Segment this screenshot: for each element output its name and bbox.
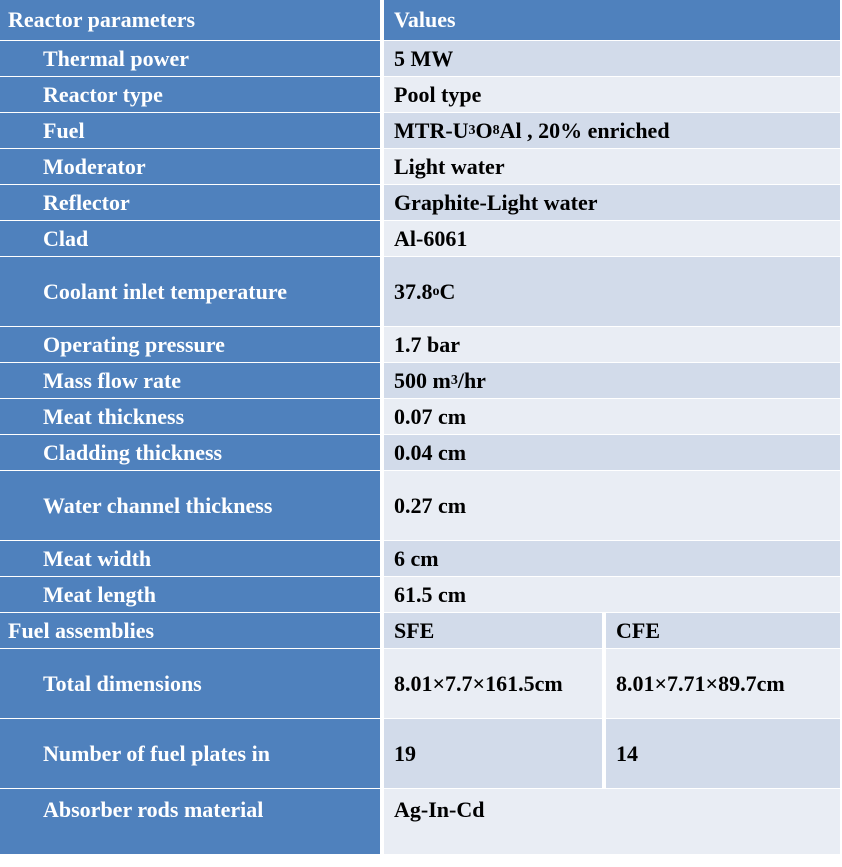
- row-value-coolant-inlet-temperature: 37.8 o C: [384, 257, 840, 326]
- row-label-meat-length: Meat length: [0, 577, 380, 612]
- row-label-number-of-fuel-plates: Number of fuel plates in: [0, 719, 380, 788]
- row-label-total-dimensions: Total dimensions: [0, 649, 380, 718]
- row-value-reflector: Graphite-Light water: [384, 185, 840, 220]
- row-value-water-channel-thickness: 0.27 cm: [384, 471, 840, 540]
- header-sfe: SFE: [384, 613, 602, 648]
- row-label-coolant-inlet-temperature: Coolant inlet temperature: [0, 257, 380, 326]
- flow-number: 500 m: [394, 367, 451, 393]
- row-value-mass-flow-rate: 500 m 3 /hr: [384, 363, 840, 398]
- row-value-total-dimensions-cfe: 8.01×7.71×89.7cm: [606, 649, 840, 718]
- header-cfe: CFE: [606, 613, 840, 648]
- row-value-number-of-fuel-plates-cfe: 14: [606, 719, 840, 788]
- header-reactor-parameters: Reactor parameters: [0, 0, 380, 40]
- temp-unit: C: [439, 278, 456, 304]
- row-label-meat-thickness: Meat thickness: [0, 399, 380, 434]
- row-value-thermal-power: 5 MW: [384, 41, 840, 76]
- row-label-thermal-power: Thermal power: [0, 41, 380, 76]
- row-value-reactor-type: Pool type: [384, 77, 840, 112]
- row-label-meat-width: Meat width: [0, 541, 380, 576]
- row-label-reflector: Reflector: [0, 185, 380, 220]
- row-value-clad: Al-6061: [384, 221, 840, 256]
- row-value-meat-length: 61.5 cm: [384, 577, 840, 612]
- row-value-meat-thickness: 0.07 cm: [384, 399, 840, 434]
- row-value-fuel: MTR-U 3 O 8 Al , 20% enriched: [384, 113, 840, 148]
- row-label-reactor-type: Reactor type: [0, 77, 380, 112]
- row-value-operating-pressure: 1.7 bar: [384, 327, 840, 362]
- row-value-meat-width: 6 cm: [384, 541, 840, 576]
- fuel-text-b: O: [475, 117, 493, 143]
- row-label-clad: Clad: [0, 221, 380, 256]
- fuel-text-a: MTR-U: [394, 117, 469, 143]
- row-label-mass-flow-rate: Mass flow rate: [0, 363, 380, 398]
- row-label-fuel: Fuel: [0, 113, 380, 148]
- row-value-cladding-thickness: 0.04 cm: [384, 435, 840, 470]
- row-label-moderator: Moderator: [0, 149, 380, 184]
- row-label-cladding-thickness: Cladding thickness: [0, 435, 380, 470]
- header-values: Values: [384, 0, 840, 40]
- row-label-absorber-rods-material: Absorber rods material: [0, 789, 380, 854]
- row-value-moderator: Light water: [384, 149, 840, 184]
- flow-unit: /hr: [457, 367, 486, 393]
- row-value-total-dimensions-sfe: 8.01×7.7×161.5cm: [384, 649, 602, 718]
- row-label-water-channel-thickness: Water channel thickness: [0, 471, 380, 540]
- row-value-number-of-fuel-plates-sfe: 19: [384, 719, 602, 788]
- fuel-text-c: Al , 20% enriched: [499, 117, 670, 143]
- temp-number: 37.8: [394, 278, 433, 304]
- row-value-absorber-rods-material: Ag-In-Cd: [384, 789, 840, 854]
- row-label-operating-pressure: Operating pressure: [0, 327, 380, 362]
- header-fuel-assemblies: Fuel assemblies: [0, 613, 380, 648]
